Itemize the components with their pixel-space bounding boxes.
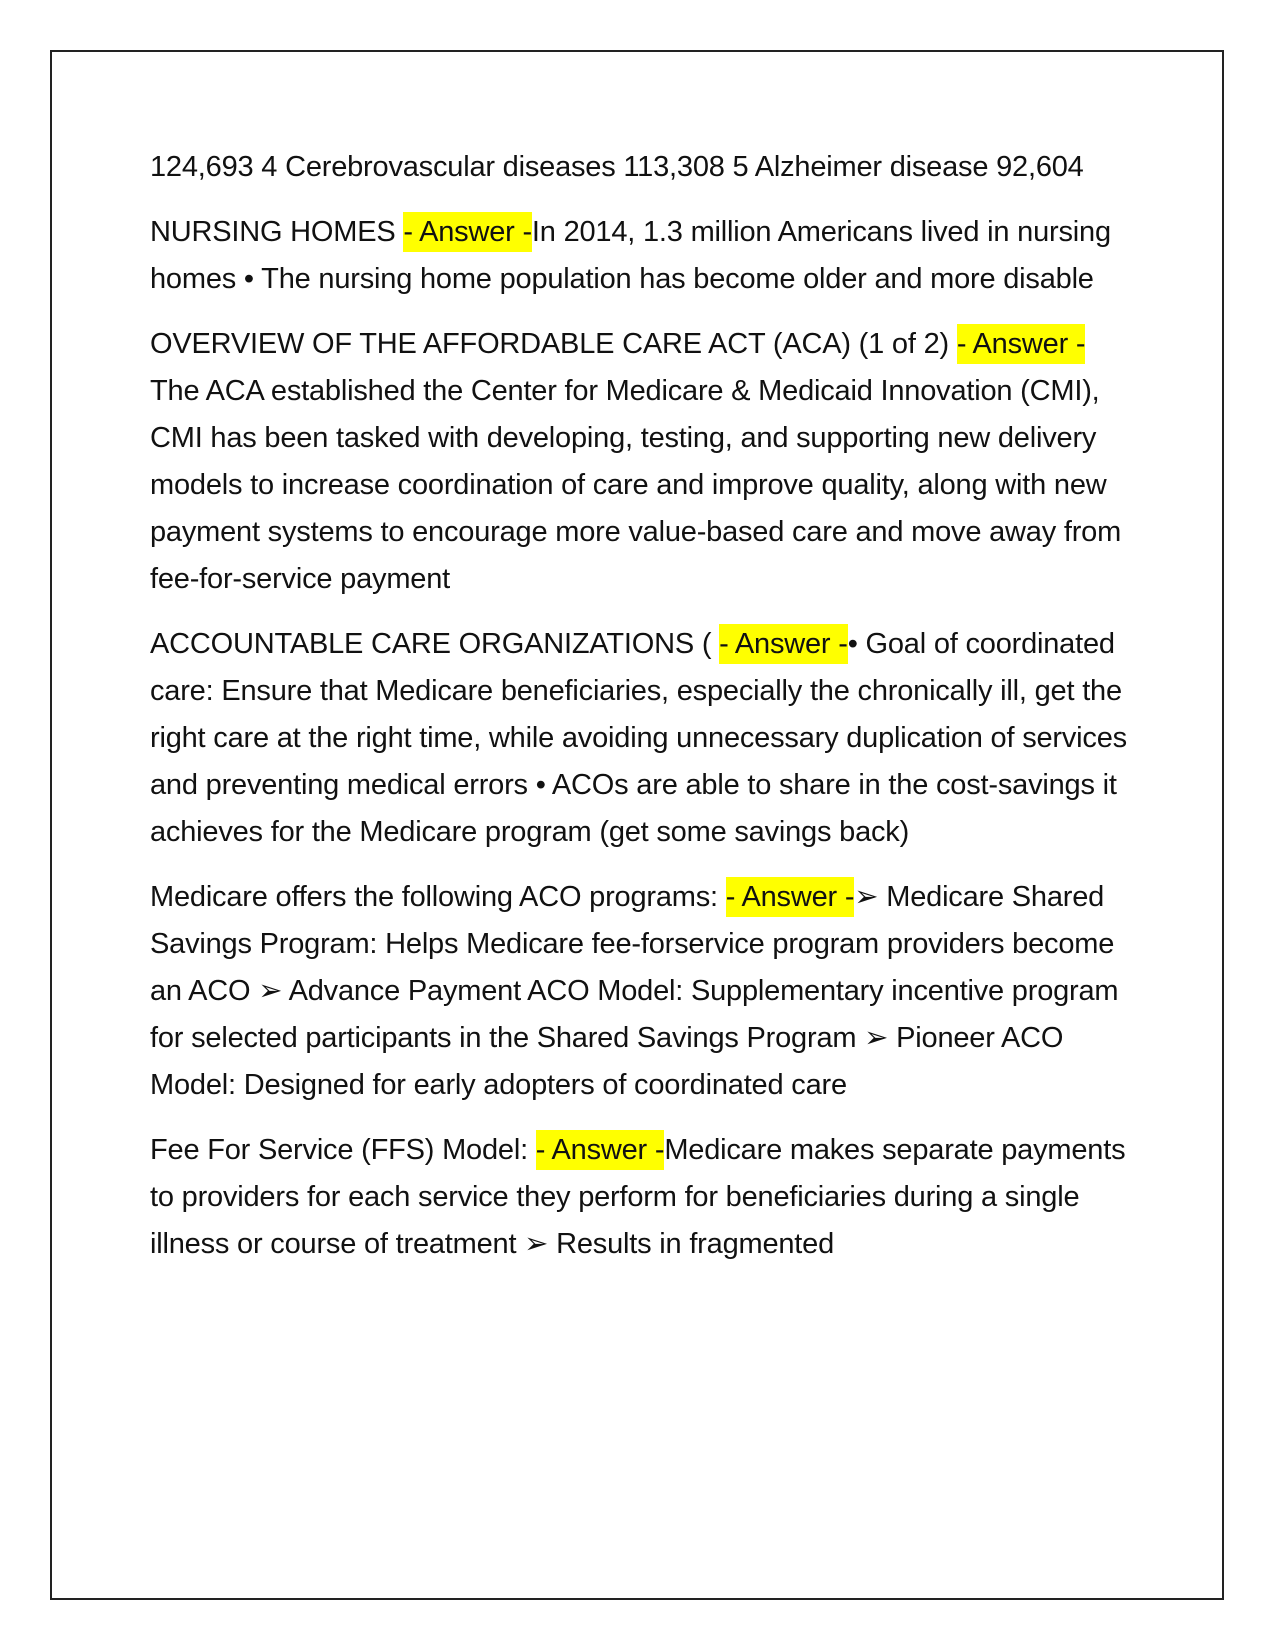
answer-highlight: - Answer - — [957, 324, 1086, 364]
flashcard-term: Fee For Service (FFS) Model: — [150, 1134, 536, 1166]
flashcard-aco-programs — [150, 874, 1130, 1109]
flashcard-term: Medicare offers the following ACO programs: — [150, 881, 726, 913]
flashcard-ffs-model — [150, 1127, 1130, 1268]
flashcard-answer: The ACA established the Center for Medicare & Medicaid Innovation (CMI), CMI has been tasked with developing, testing, and supporting new delivery models to increase coordination of care and improve quality, along with new payment systems to encourage more value-based care and move away from fee-for-service payment — [150, 375, 1122, 595]
flashcard-term: NURSING HOMES — [150, 216, 404, 248]
answer-highlight: - Answer - — [726, 877, 855, 917]
answer-highlight: - Answer - — [719, 624, 848, 664]
paragraph-body: 124,693 4 Cerebrovascular diseases 113,308 5 Alzheimer disease 92,604 — [150, 151, 1084, 183]
answer-highlight: - Answer - — [536, 1130, 665, 1170]
flashcard-nursing-homes — [150, 209, 1130, 303]
flashcard-answer: Medicare makes separate payments to providers for each service they perform for beneficiaries during a single illness or course of treatment ➢ Results in fragmented — [150, 1134, 1126, 1260]
flashcard-aca-overview — [150, 321, 1130, 603]
paragraph-mortality-stats — [150, 144, 1130, 191]
flashcard-answer: In 2014, 1.3 million Americans lived in nursing homes • The nursing home population has become older and more disable — [150, 216, 1111, 295]
document-content — [150, 144, 1130, 1286]
flashcard-answer: • Goal of coordinated care: Ensure that Medicare beneficiaries, especially the chronically ill, get the right care at the right time, while avoiding unnecessary duplication of services and preventing medical errors • ACOs are able to share in the cost-savings it achieves for the Medicare program (get some savings back) — [150, 628, 1127, 848]
flashcard-answer: ➢ Medicare Shared Savings Program: Helps Medicare fee-forservice program providers become an ACO ➢ Advance Payment ACO Model: Supplementary incentive program for selected participants in the Shared Savings Program ➢ Pioneer ACO Model: Designed for early adopters of coordinated care — [150, 881, 1119, 1101]
answer-highlight: - Answer - — [403, 212, 532, 252]
flashcard-aco — [150, 621, 1130, 856]
flashcard-term: OVERVIEW OF THE AFFORDABLE CARE ACT (ACA) (1 of 2) — [150, 328, 957, 360]
flashcard-term: ACCOUNTABLE CARE ORGANIZATIONS ( — [150, 628, 720, 660]
